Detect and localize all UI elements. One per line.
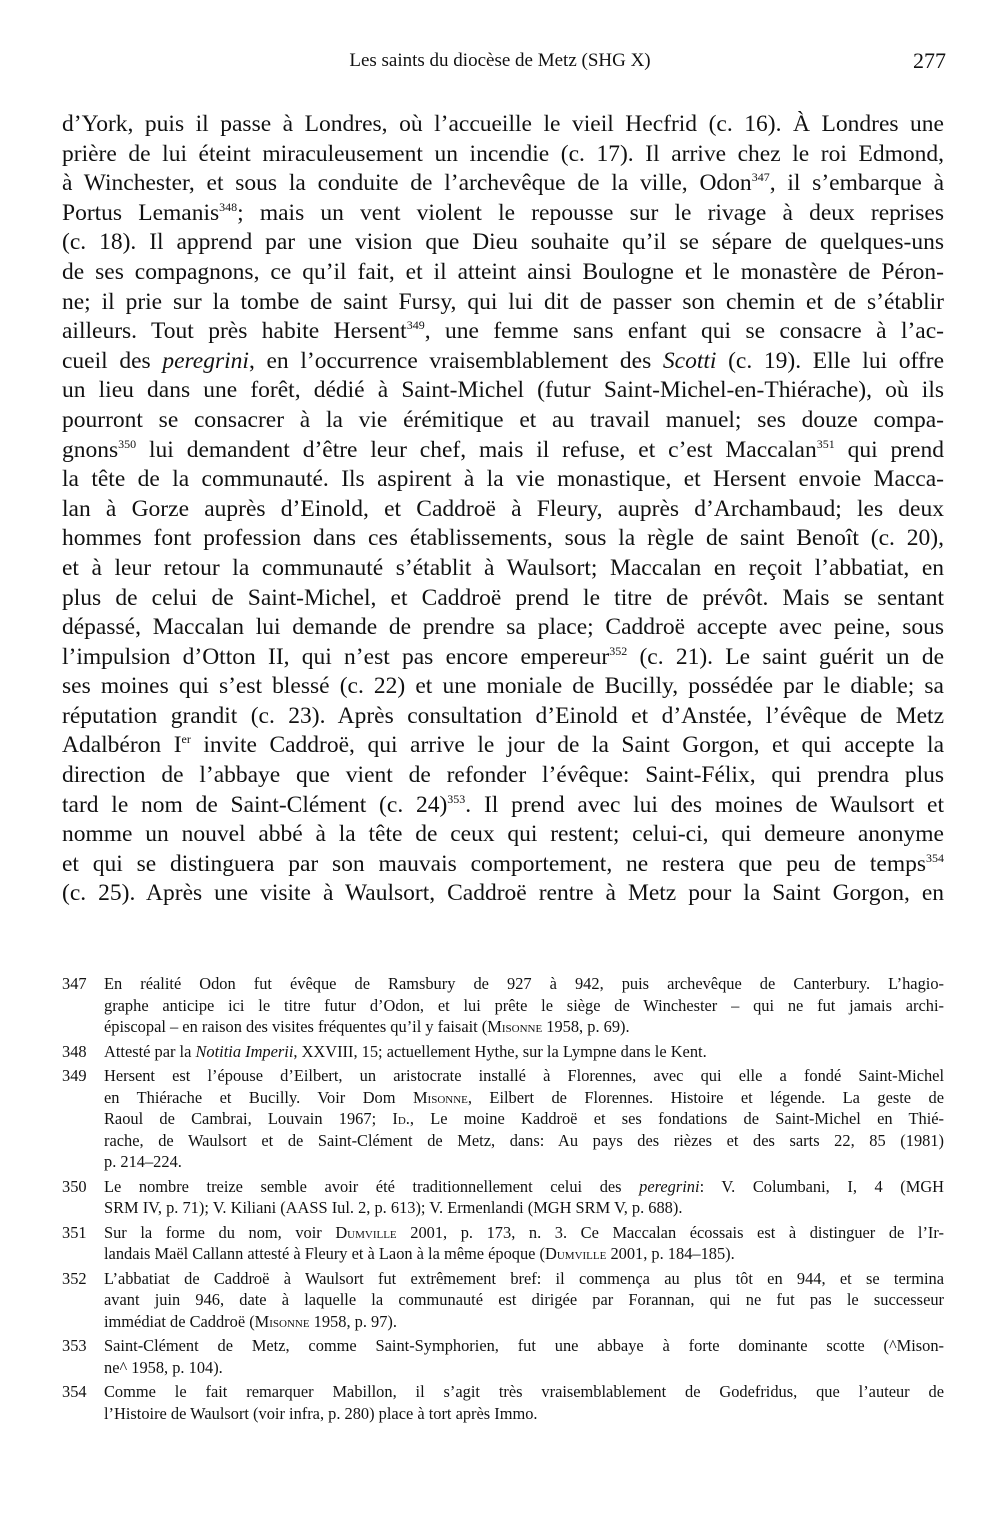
text-line: pourront se consacrer à la vie érémitique et au travail manuel; ses douze compa- [62, 406, 944, 433]
text-line: hommes font profession dans ces établissements, sous la règle de saint Benoît (c. 20), [62, 525, 944, 552]
footnote-ref[interactable]: 349 [406, 318, 425, 333]
italic-term: Scotti [662, 347, 717, 374]
footnote-line: Attesté par la Notitia Imperii, XXVIII, 15; actuellement Hythe, sur la Lympne dans le Kent. [104, 1041, 707, 1061]
footnote-line: Hersent est l’épouse d’Eilbert, un aristocrate installé à Florennes, avec qui elle a fondé Saint-Michel [104, 1066, 944, 1085]
footnote-line: Comme le fait remarquer Mabillon, il s’agit très vraisemblablement de Godefridus, que l’auteur de [104, 1382, 944, 1401]
text-line: Adalbéron Ier invite Caddroë, qui arrive le jour de la Saint Gorgon, et qui accepte la [62, 732, 944, 759]
italic-term: Notitia Imperii [195, 1041, 294, 1061]
footnote [62, 1222, 944, 1265]
text-line: (c. 25). Après une visite à Waulsort, Caddroë rentre à Metz pour la Saint Gorgon, en [62, 880, 944, 907]
footnote-ref[interactable]: 351 [816, 436, 835, 451]
author-name: Misonne [412, 1087, 468, 1107]
text-line: ne; il prie sur la tombe de saint Fursy, qui lui dit de passer son chemin et de s’établir [62, 288, 944, 315]
footnote-ref[interactable]: 352 [609, 643, 628, 658]
footnote-line: immédiat de Caddroë (Misonne 1958, p. 97). [104, 1311, 397, 1331]
text-line: nomme un nouvel abbé à la tête de ceux qui restent; celui-ci, qui demeure anonyme [62, 821, 944, 848]
running-title: Les saints du diocèse de Metz (SHG X) [349, 50, 651, 71]
text-line: et qui se distinguera par son mauvais comportement, ne restera que peu de temps$^{354}$ [62, 850, 944, 877]
footnote-ref[interactable]: 353 [447, 791, 466, 806]
text-line: l’impulsion d’Otton II, qui n’est pas encore empereur$^{352}$ (c. 21). Le saint guérit un de [62, 643, 944, 670]
footnote-line: Saint-Clément de Metz, comme Saint-Symphorien, fut une abbaye à forte dominante scotte (^Mison- [104, 1336, 944, 1355]
text-line: tard le nom de Saint-Clément (c. 24)$^{353}$. Il prend avec lui des moines de Waulsort et [62, 791, 944, 818]
footnote [62, 973, 944, 1038]
footnote [62, 1268, 944, 1333]
footnote-number: 352 [62, 1268, 87, 1288]
footnote-ref[interactable]: 354 [926, 850, 944, 865]
author-name: Dumville [335, 1222, 397, 1242]
author-name: Id [392, 1109, 406, 1128]
footnote-line: Sur la forme du nom, voir Dumville 2001, p. 173, n. 3. Ce Maccalan écossais est à distinguer de l’Ir- [104, 1222, 944, 1242]
footnote-line: ne^ 1958, p. 104). [104, 1357, 223, 1377]
footnote-line: avant juin 946, date à laquelle la communauté est dirigée par Forannan, qui ne fut pas le successeur [104, 1290, 944, 1309]
footnote-line: SRM IV, p. 71); V. Kiliani (AASS Iul. 2, p. 613); V. Ermenlandi (MGH SRM V, p. 688). [104, 1198, 683, 1217]
footnotes [62, 973, 944, 1427]
author-name: Misonne [487, 1017, 543, 1036]
text-line: la tête de la communauté. Ils aspirent à la vie monastique, et Hersent envoie Macca- [62, 466, 944, 493]
text-line: à Winchester, et sous la conduite de l’archevêque de la ville, Odon$^{347}$, il s’embarque à [62, 170, 944, 197]
text-line: dépassé, Maccalan lui demande de prendre sa place; Caddroë accepte avec peine, sous [62, 614, 944, 641]
text-line: Portus Lemanis$^{348}$; mais un vent violent le repousse sur le rivage à deux reprises [62, 199, 944, 226]
text-line: ailleurs. Tout près habite Hersent$^{349}$, une femme sans enfant qui se consacre à l’ac- [62, 318, 944, 345]
text-line: lan à Gorze auprès d’Einold, et Caddroë à Fleury, auprès d’Archambaud; les deux [62, 495, 944, 522]
footnote-line: landais Maël Callann attesté à Fleury et à Laon à la même époque (Dumville 2001, p. 184–185). [104, 1244, 735, 1263]
footnote-ref[interactable]: 347 [751, 170, 770, 185]
footnote-line: l’Histoire de Waulsort (voir infra, p. 280) place à tort après Immo. [104, 1403, 538, 1423]
footnote-ref[interactable]: er [181, 732, 191, 747]
italic-term: peregrini [639, 1176, 700, 1196]
text-line: de ses compagnons, ce qu’il fait, et il atteint ainsi Boulogne et le monastère de Péron- [62, 258, 944, 285]
text-line: gnons$^{350}$ lui demandent d’être leur chef, mais il refuse, et c’est Maccalan$^{351}$ qui prend [62, 436, 944, 463]
footnote-line: En réalité Odon fut évêque de Ramsbury de 927 à 942, puis archevêque de Canterbury. L’hagio- [104, 974, 944, 993]
text-line: direction de l’abbaye que vient de refonder l’évêque: Saint-Félix, qui prendra plus [62, 762, 944, 789]
footnote-line: graphe anticipe ici le titre futur d’Odon, et lui prête le siège de Winchester – qui ne fut jamais archi- [104, 995, 944, 1015]
footnote-line: p. 214–224. [104, 1152, 182, 1171]
footnote-number: 350 [62, 1176, 87, 1196]
footnote-line: en Thiérache et Bucilly. Voir Dom Misonne, Eilbert de Florennes. Histoire et légende. La geste de [104, 1087, 945, 1107]
footnote-ref[interactable]: 350 [118, 436, 137, 451]
main-text [62, 110, 944, 909]
footnote-number: 349 [62, 1066, 87, 1085]
footnote-line: épiscopal – en raison des visites fréquentes qu’il y faisait (Misonne 1958, p. 69). [104, 1017, 630, 1036]
footnote [62, 1041, 944, 1063]
footnote-number: 351 [62, 1222, 87, 1242]
text-line: cueil des peregrini, en l’occurrence vraisemblablement des Scotti (c. 19). Elle lui offre [62, 347, 944, 374]
italic-term: peregrini [162, 347, 249, 374]
running-header [0, 48, 1000, 78]
footnote-line: Le nombre treize semble avoir été traditionnellement celui des peregrini: V. Columbani, I, 4 (MGH [104, 1176, 945, 1196]
text-line: d’York, puis il passe à Londres, où l’accueille le vieil Hecfrid (c. 16). À Londres une [62, 111, 944, 137]
text-line: prière de lui éteint miraculeusement un incendie (c. 17). Il arrive chez le roi Edmond, [62, 140, 944, 167]
footnote-line: Raoul de Cambrai, Louvain 1967; Id., Le moine Kaddroë et ses fondations de Saint-Michel en Thié- [104, 1109, 944, 1128]
text-line: (c. 18). Il apprend par une vision que Dieu souhaite qu’il se sépare de quelques-uns [62, 229, 944, 256]
text-line: et à leur retour la communauté s’établit à Waulsort; Maccalan en reçoit l’abbatiat, en [62, 554, 944, 581]
author-name: Dumville [545, 1244, 607, 1263]
footnote [62, 1065, 944, 1173]
author-name: Misonne [254, 1311, 310, 1331]
footnote-line: L’abbatiat de Caddroë à Waulsort fut extrêmement bref: il commença au plus tôt en 944, et se termina [104, 1268, 944, 1288]
footnote-number: 354 [62, 1382, 87, 1401]
footnote-number: 348 [62, 1041, 87, 1061]
page-number: 277 [913, 48, 946, 73]
footnote [62, 1176, 944, 1219]
footnote-number: 347 [62, 974, 87, 993]
footnote-line: rache, de Waulsort et de Saint-Clément de Metz, dans: Au pays des rièzes et des sarts 22, 85 (1981) [104, 1130, 944, 1150]
text-line: plus de celui de Saint-Michel, et Caddroë prend le titre de prévôt. Mais se sentant [62, 584, 944, 611]
footnote [62, 1381, 944, 1424]
footnote [62, 1335, 944, 1378]
text-line: ses moines qui s’est blessé (c. 22) et une moniale de Bucilly, possédée par le diable; sa [62, 673, 944, 700]
footnote-ref[interactable]: 348 [219, 199, 238, 214]
text-line: un lieu dans une forêt, dédié à Saint-Michel (futur Saint-Michel-en-Thiérache), où ils [62, 377, 944, 404]
footnote-number: 353 [62, 1336, 87, 1355]
text-line: réputation grandit (c. 23). Après consultation d’Einold et d’Anstée, l’évêque de Metz [62, 702, 944, 729]
